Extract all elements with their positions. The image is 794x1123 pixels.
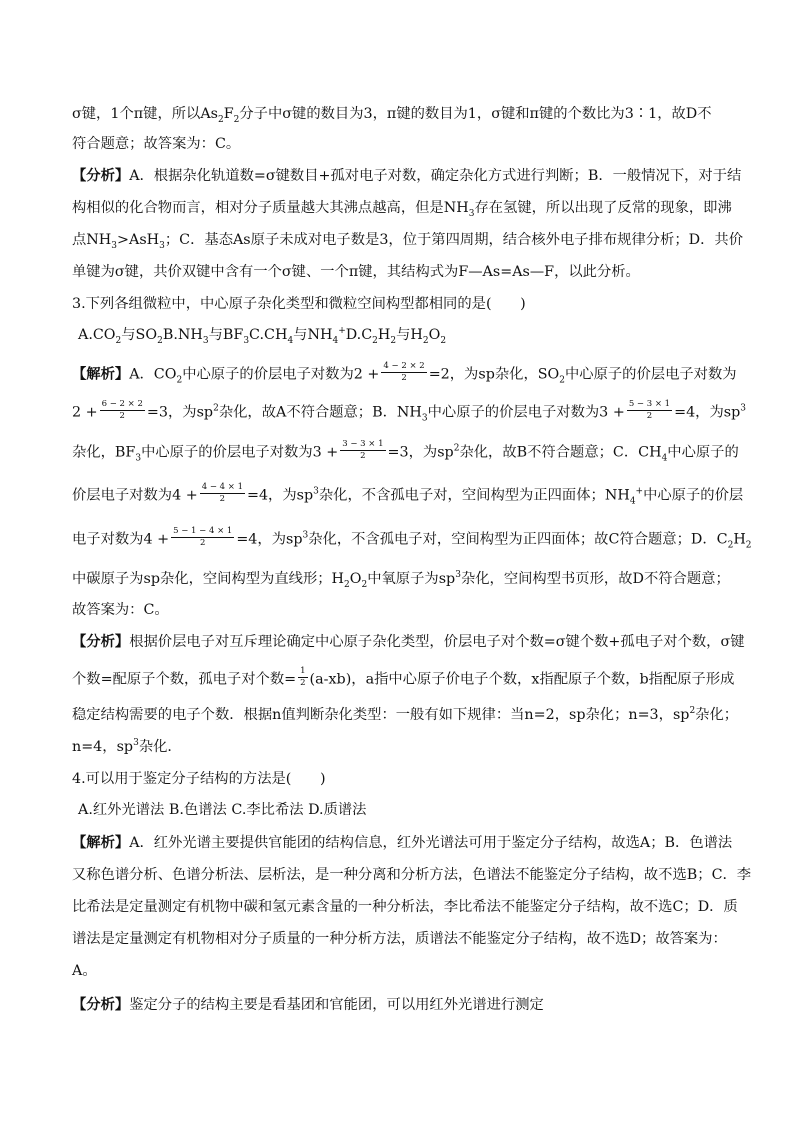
analysis-tag: 【分析】	[72, 634, 130, 650]
q3-solution-line-3: 杂化，$BF_3$中心原子的价层电子对数为3 + $\frac{3 - 3 \times 1}{2}$ =3，为$sp^2$杂化，故B不符合题意；C．$CH_4$中心原子的	[72, 439, 739, 464]
fraction: $\frac{1}{2}$	[300, 666, 306, 688]
q4-analysis-line-1: 【分析】鉴定分子的结构主要是看基团和官能团，可以用红外光谱进行测定	[72, 997, 544, 1013]
q2-analysis-line-3: 点$NH_3>AsH_3$；C．基态As原子未成对电子数是3，位于第四周期，结合核外电子排布规律分析；D．共价	[72, 232, 743, 251]
q2-analysis-line-2: 构相似的化合物而言，相对分子质量越大其沸点越高，但是$NH_3$存在氢键，所以出现了反常的现象，即沸	[72, 200, 732, 219]
fraction: $\frac{6 - 2 \times 2}{2}$	[101, 399, 143, 421]
fraction: $\frac{5 - 1 - 4 \times 1}{2}$	[173, 526, 233, 548]
fraction: $\frac{4 - 2 \times 2}{2}$	[383, 361, 425, 383]
q3-solution-line-1: 【解析】A．$CO_2$中心原子的价层电子对数为2 + $\frac{4 - 2 \times 2}{2}$ =2，为sp杂化，$SO_2$中心原子的价层电子对数为	[72, 361, 737, 386]
q4-stem: 4.可以用于鉴定分子结构的方法是( )	[72, 771, 326, 787]
q3-stem: 3.下列各组微粒中，中心原子杂化类型和微粒空间构型都相同的是( )	[72, 296, 526, 312]
solution-tag: 【解析】	[72, 366, 130, 383]
q4-options: A.红外光谱法 B.色谱法 C.李比希法 D.质谱法	[78, 802, 367, 818]
q2-analysis-line-1: 【分析】A．根据杂化轨道数=σ键数目+孤对电子对数，确定杂化方式进行判断；B．一般情况下，对于结	[72, 168, 742, 184]
q2-analysis-line-4: 单键为σ键，共价双键中含有一个σ键、一个π键，其结构式为F—As=As—F，以此分析。	[72, 264, 640, 280]
q4-solution-line-1: 【解析】A．红外光谱主要提供官能团的结构信息，红外光谱法可用于鉴定分子结构，故选A；B．色谱法	[72, 835, 733, 851]
q3-analysis-line-3: 稳定结构需要的电子个数．根据n值判断杂化类型：一般有如下规律：当n=2，sp杂化；n=3，$sp^2$杂化；	[72, 706, 739, 723]
q3-analysis-line-1: 【分析】根据价层电子对互斥理论确定中心原子杂化类型，价层电子对个数=σ键个数+孤电子对个数，σ键	[72, 634, 745, 650]
q2-tail-line-2: 符合题意；故答案为：C。	[72, 136, 241, 152]
solution-tag: 【解析】	[72, 835, 130, 851]
q3-analysis-line-4: n=4，$sp^3$杂化．	[72, 738, 182, 755]
fraction: $\frac{5 - 3 \times 1}{2}$	[628, 399, 671, 421]
q4-solution-line-5: A。	[72, 963, 97, 979]
q3-solution-line-6: 中碳原子为sp杂化，空间构型为直线形；$H_2O_2$中氧原子为$sp^3$杂化，空间构型书页形，故D不符合题意；	[72, 570, 730, 590]
q4-solution-line-2: 又称色谱分析、色谱分析法、层析法，是一种分离和分析方法，色谱法不能鉴定分子结构，故不选B；C．李	[72, 867, 752, 883]
q2-tail-line-1: σ键，1个π键，所以$As_2F_2$分子中σ键的数目为3，π键的数目为1，σ键和π键的个数比为3∶1，故D不	[72, 106, 712, 125]
q3-solution-line-7: 故答案为：C。	[72, 602, 169, 618]
analysis-tag: 【分析】	[72, 168, 130, 184]
q3-solution-line-5: 电子对数为4 + $\frac{5 - 1 - 4 \times 1}{2}$ =4，为$sp^3$杂化，不含孤电子对，空间构型为正四面体；故C符合题意；D．$C_2H_2$	[72, 526, 752, 551]
q3-analysis-line-2: 个数=配原子个数，孤电子对个数= $\frac{1}{2}$ (a-xb)，a指中心原子价电子个数，x指配原子个数，b指配原子形成	[72, 666, 735, 688]
q3-solution-line-4: 价层电子对数为4 + $\frac{4 - 4 \times 1}{2}$ =4，为$sp^3$杂化，不含孤电子对，空间构型为正四面体；$NH_4^+$中心原子的价层	[72, 482, 744, 507]
analysis-tag: 【分析】	[72, 997, 130, 1013]
q3-options: $A.CO_2$与$SO_2B.NH_3$与$BF_3C.CH_4$与$NH_4^+D.C_2H_2$与$H_2O_2$	[78, 326, 447, 346]
fraction: $\frac{3 - 3 \times 1}{2}$	[342, 439, 384, 461]
q3-solution-line-2: 2 + $\frac{6 - 2 \times 2}{2}$ =3，为$sp^2$杂化，故A不符合题意；B．$NH_3$中心原子的价层电子对数为3 + $\frac{5 - 3 \times 1}{2}$ =4，为$sp^3$	[72, 399, 746, 424]
fraction: $\frac{4 - 4 \times 1}{2}$	[201, 482, 243, 504]
q4-solution-line-4: 谱法是定量测定有机物相对分子质量的一种分析方法，质谱法不能鉴定分子结构，故不选D；故答案为：	[72, 931, 727, 947]
q4-solution-line-3: 比希法是定量测定有机物中碳和氢元素含量的一种分析法，李比希法不能鉴定分子结构，故不选C；D．质	[72, 899, 738, 915]
